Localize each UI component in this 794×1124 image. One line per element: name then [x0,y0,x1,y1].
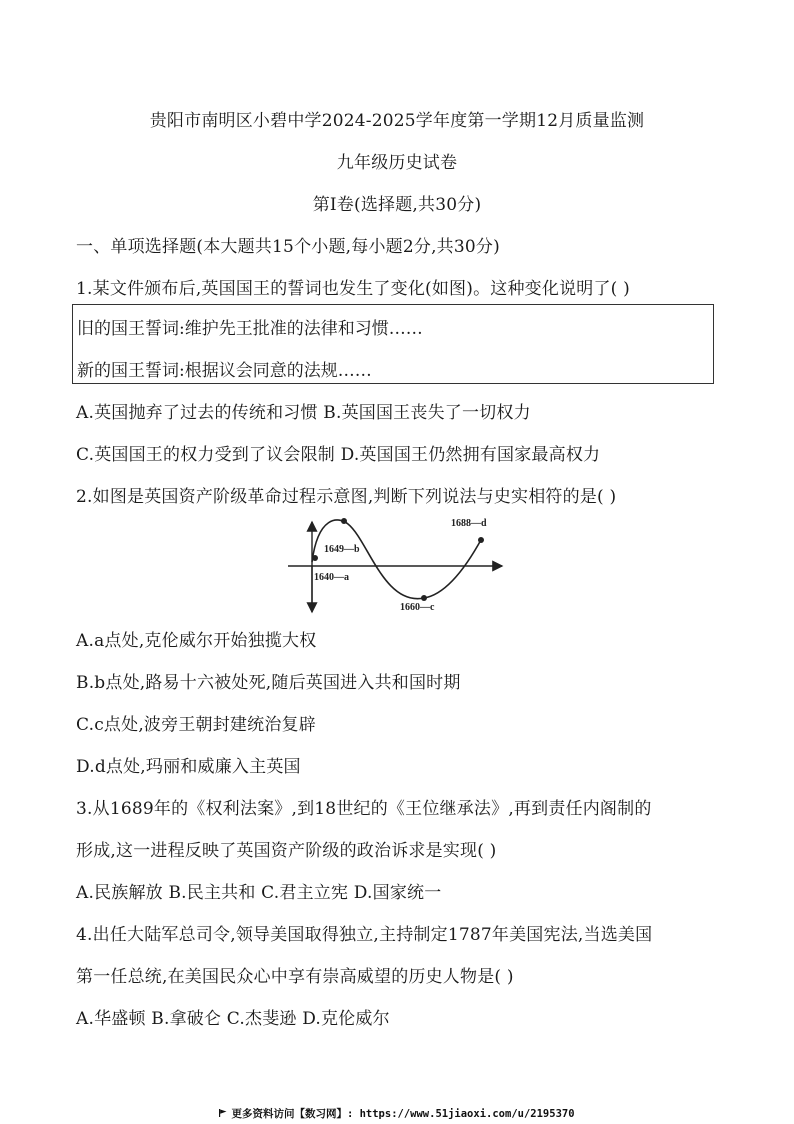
q1-options-cd: C.英国国王的权力受到了议会限制 D.英国国王仍然拥有国家最高权力 [76,445,601,465]
label-d: 1688—d [451,518,487,529]
q3-stem-line2: 形成,这一进程反映了英国资产阶级的政治诉求是实现( ) [76,841,497,861]
q1-oath-box [72,304,714,384]
section-heading: 一、单项选择题(本大题共15个小题,每小题2分,共30分) [76,237,500,257]
revolution-curve [312,520,482,599]
q3-options: A.民族解放 B.民主共和 C.君主立宪 D.国家统一 [76,883,442,903]
q4-options: A.华盛顿 B.拿破仑 C.杰斐逊 D.克伦威尔 [76,1009,390,1029]
point-a [312,555,318,561]
q1-new-oath: 新的国王誓词:根据议会同意的法规…… [77,361,372,381]
point-c [421,595,427,601]
q2-option-c: C.c点处,波旁王朝封建统治复辟 [76,715,316,735]
flag-icon [219,1109,227,1117]
point-b [341,518,347,524]
q2-option-b: B.b点处,路易十六被处死,随后英国进入共和国时期 [76,673,461,693]
q2-stem: 2.如图是英国资产阶级革命过程示意图,判断下列说法与史实相符的是( ) [76,487,617,507]
q2-option-a: A.a点处,克伦威尔开始独揽大权 [76,631,317,651]
q1-stem: 1.某文件颁布后,英国国王的誓词也发生了变化(如图)。这种变化说明了( ) [76,279,630,299]
exam-title: 贵阳市南明区小碧中学2024-2025学年度第一学期12月质量监测 [149,111,645,131]
exam-volume: 第Ⅰ卷(选择题,共30分) [312,195,482,215]
q4-stem-line2: 第一任总统,在美国民众心中享有崇高威望的历史人物是( ) [76,967,514,987]
exam-subject: 九年级历史试卷 [336,153,458,173]
q1-options-ab: A.英国抛弃了过去的传统和习惯 B.英国国王丧失了一切权力 [76,403,531,423]
footer-link[interactable]: 更多资料访问【数习网】: https://www.51jiaoxi.com/u/2195370 [231,1108,575,1120]
q2-option-d: D.d点处,玛丽和威廉入主英国 [76,757,301,777]
label-a: 1640—a [314,572,349,583]
point-d [478,537,484,543]
q4-stem-line1: 4.出任大陆军总司令,领导美国取得独立,主持制定1787年美国宪法,当选美国 [76,925,653,945]
footer [0,1106,794,1121]
q3-stem-line1: 3.从1689年的《权利法案》,到18世纪的《王位继承法》,再到责任内阁制的 [76,799,652,819]
q1-old-oath: 旧的国王誓词:维护先王批准的法律和习惯…… [77,319,423,339]
revolution-process-diagram [284,512,508,616]
label-c: 1660—c [400,602,435,613]
label-b: 1649—b [324,544,360,555]
